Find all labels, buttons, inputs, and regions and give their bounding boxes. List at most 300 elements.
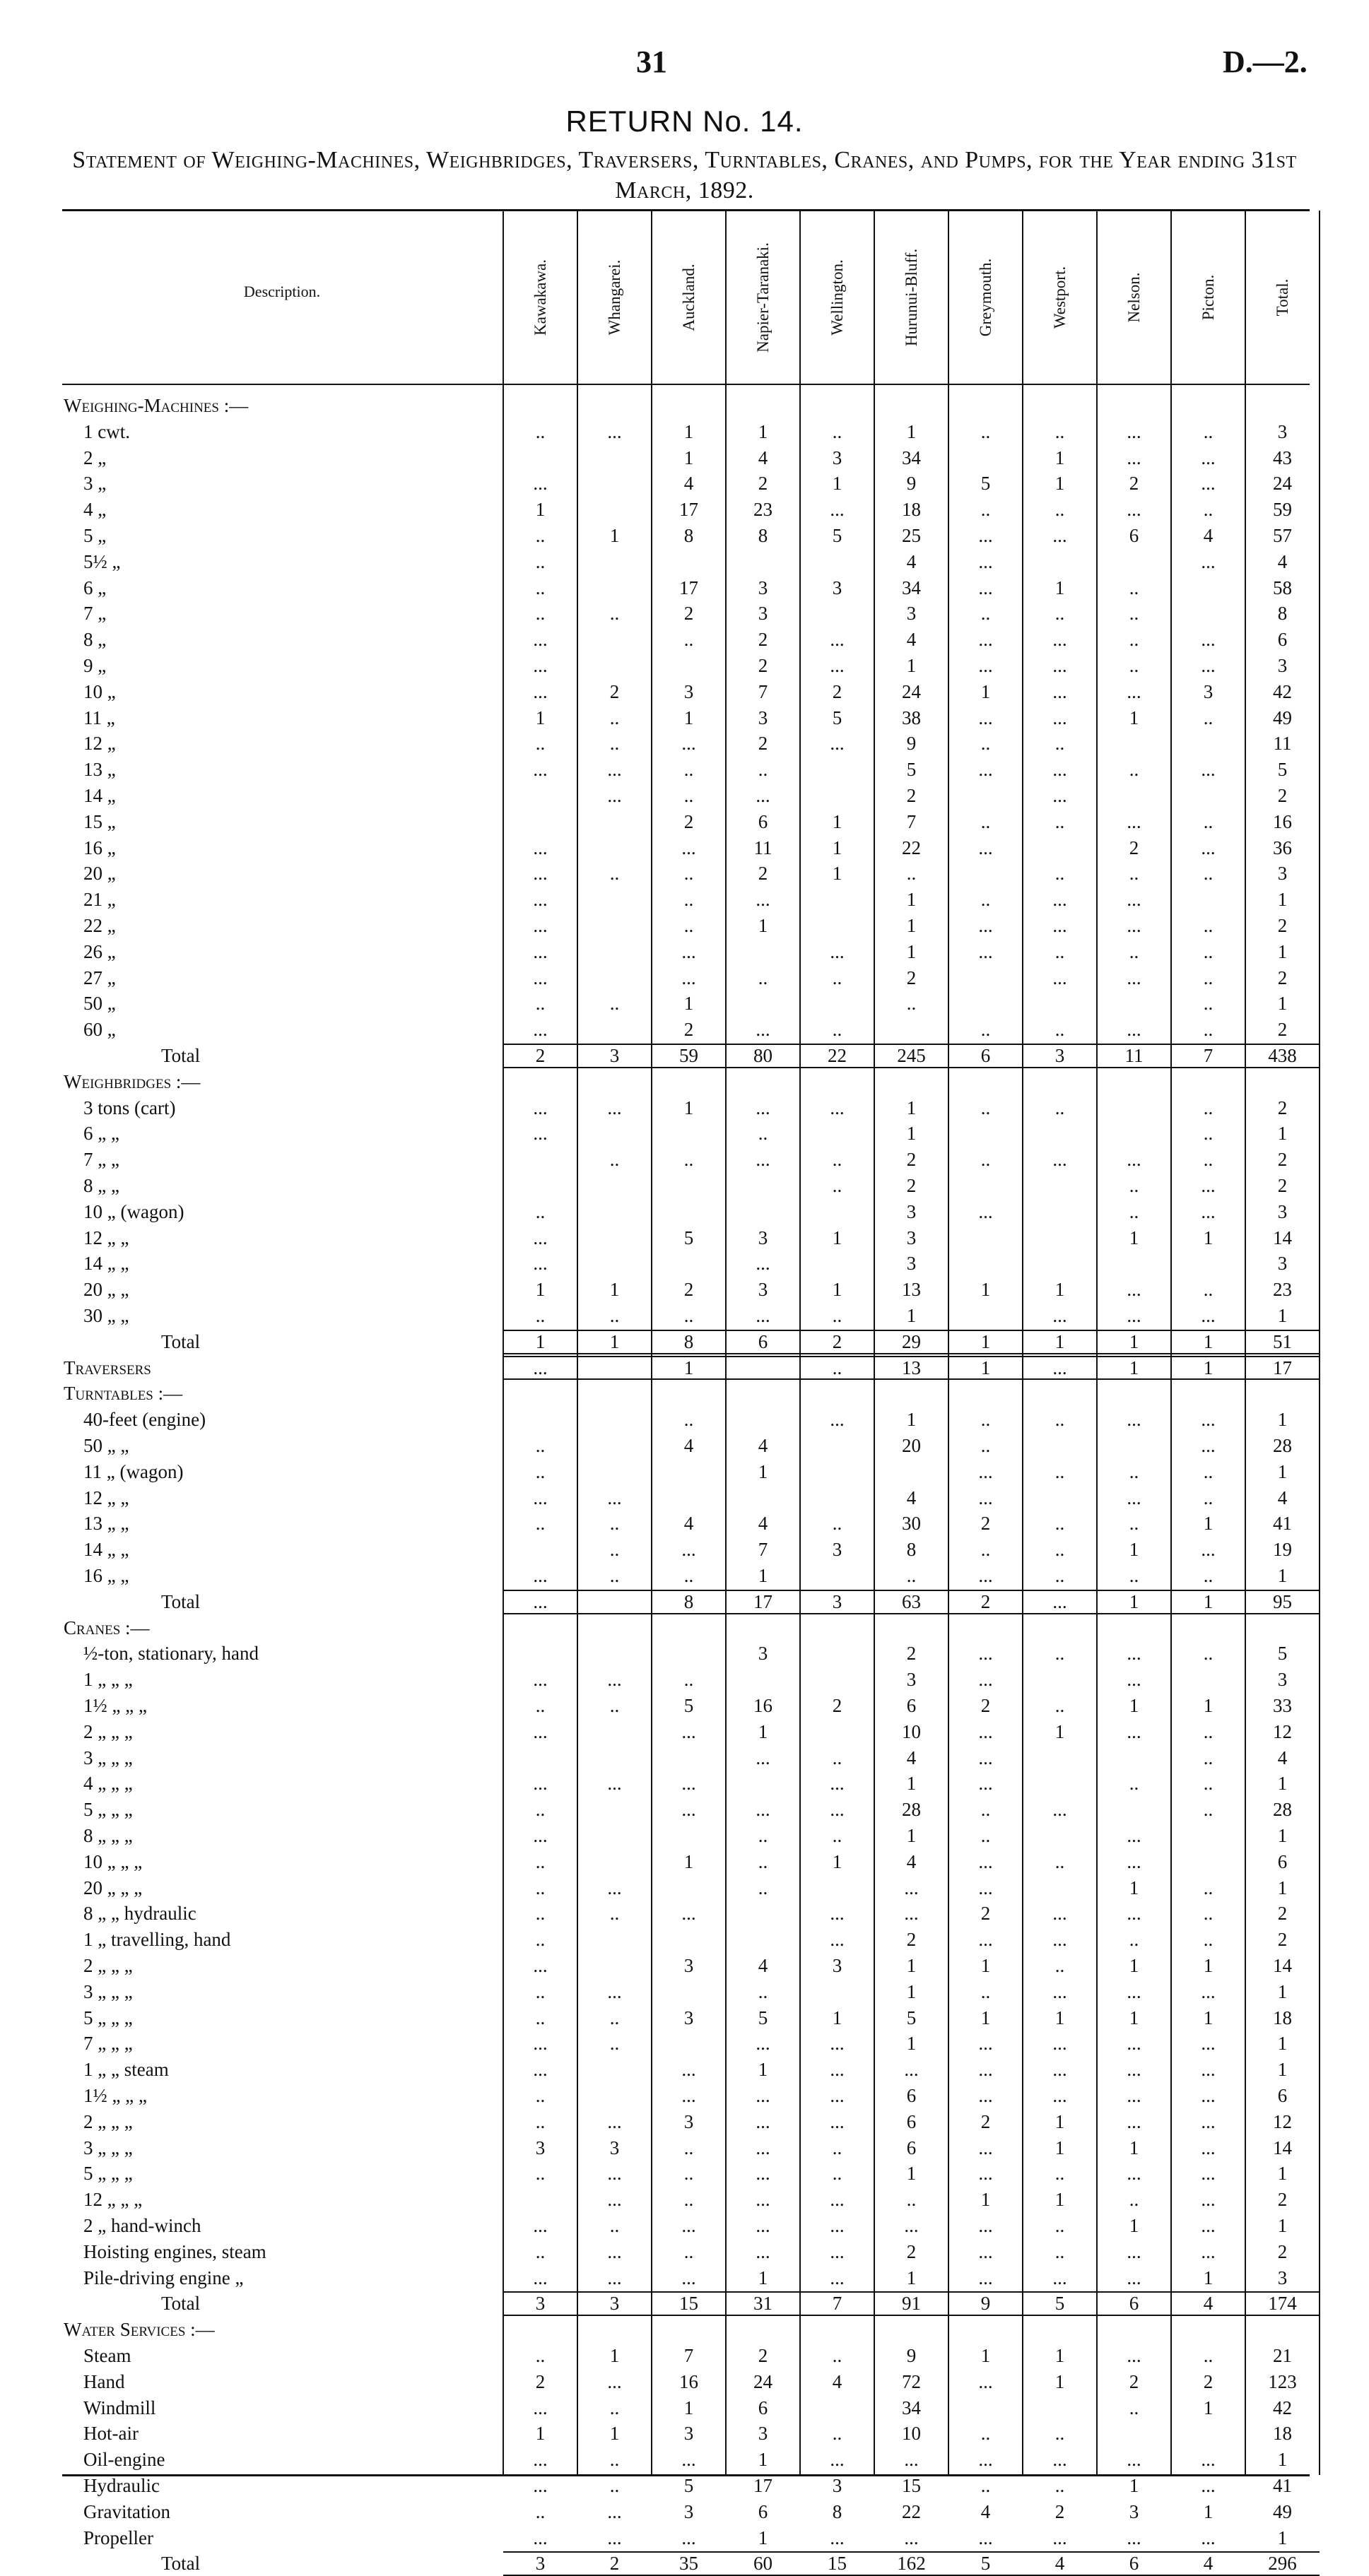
table-cell: ... [830, 2267, 845, 2288]
table-cell: 1 [1129, 707, 1139, 728]
table-cell: ... [830, 2240, 845, 2262]
table-cell: ... [607, 2370, 622, 2392]
table-cell: ... [756, 1253, 770, 1275]
table-cell: .. [1203, 1720, 1214, 1742]
column-header-label: Westport. [1050, 266, 1069, 329]
table-row [0, 471, 1369, 496]
table-cell: ... [756, 2085, 770, 2106]
table-cell: 3 [683, 2500, 694, 2522]
table-cell: ... [1127, 2110, 1141, 2132]
table-cell: 5 [980, 473, 991, 495]
table-cell: 1 [1129, 1877, 1139, 1898]
table-row [0, 1537, 1369, 1562]
row-label: ½-ton, stationary, hand [83, 1643, 259, 1665]
table-cell: 4 [758, 1513, 768, 1535]
table-cell: .. [1203, 2345, 1214, 2366]
table-cell: 3 [1277, 863, 1288, 885]
table-cell: 1 [906, 1409, 917, 1431]
table-cell: 58 [1273, 577, 1292, 598]
table-cell: 2 [758, 733, 768, 755]
table-cell: .. [683, 915, 694, 936]
table-cell: 1 [1277, 2163, 1288, 2185]
table-row [0, 679, 1369, 704]
row-label: 13 „ [83, 759, 116, 781]
table-cell: .. [1129, 863, 1139, 885]
table-row [0, 1303, 1369, 1328]
table-cell: ... [830, 2059, 845, 2081]
table-cell: .. [1054, 1460, 1065, 1482]
table-cell: .. [609, 1149, 620, 1171]
table-cell: 49 [1273, 707, 1292, 728]
table-row [0, 1121, 1369, 1146]
table-cell: ... [1052, 2059, 1067, 2081]
table-cell: ... [830, 1773, 845, 1795]
table-cell: ... [978, 1669, 993, 1691]
table-cell: 1 [609, 1330, 620, 1352]
table-cell: 43 [1273, 447, 1292, 468]
table-cell: 3 [1277, 655, 1288, 676]
table-cell: 2 [906, 1643, 917, 1665]
table-cell: ... [1201, 1175, 1216, 1196]
table-cell: .. [609, 2475, 620, 2496]
table-cell: 2 [535, 1045, 546, 1066]
total-rule [503, 2551, 1320, 2553]
table-cell: 3 [683, 2423, 694, 2445]
row-label: 21 „ [83, 889, 116, 911]
table-cell: ... [1127, 810, 1141, 832]
table-cell: 1 [832, 1279, 842, 1301]
table-cell: 1 [535, 1279, 546, 1301]
table-cell: 15 [902, 2475, 921, 2496]
table-cell: 3 [535, 2137, 546, 2158]
table-cell: .. [535, 2007, 546, 2028]
table-cell: ... [978, 550, 993, 572]
total-rule [503, 1378, 1320, 1380]
row-label: 1 „ travelling, hand [83, 1929, 231, 1951]
table-cell: .. [1129, 1929, 1139, 1951]
table-cell: .. [535, 2500, 546, 2522]
row-label: 30 „ „ [83, 1305, 129, 1326]
table-cell: 24 [753, 2370, 772, 2392]
row-label: 4 „ „ „ [83, 1773, 133, 1795]
table-cell: 1 [609, 1279, 620, 1301]
table-cell: ... [533, 680, 548, 702]
row-label: Oil-engine [83, 2449, 165, 2471]
table-cell: 5 [1277, 1643, 1288, 1665]
table-cell: ... [830, 2033, 845, 2055]
table-row [0, 1719, 1369, 1744]
table-cell: ... [1201, 1435, 1216, 1456]
row-label: 1 „ „ steam [83, 2059, 169, 2081]
table-cell: .. [683, 785, 694, 806]
table-row [0, 1875, 1369, 1901]
table-row [0, 1797, 1369, 1822]
table-cell: .. [535, 2110, 546, 2132]
table-cell: .. [1129, 1200, 1139, 1222]
table-row [0, 1095, 1369, 1121]
table-cell: 35 [679, 2553, 698, 2575]
row-label: 2 „ „ „ [83, 1955, 133, 1976]
table-cell: 24 [1273, 473, 1292, 495]
table-cell: 12 [1273, 2110, 1292, 2132]
table-cell: .. [832, 967, 842, 988]
table-row [0, 2369, 1369, 2394]
table-cell: 3 [535, 2553, 546, 2575]
table-cell: 1 [1203, 1513, 1214, 1535]
table-cell: 1 [1054, 1330, 1065, 1352]
table-cell: ... [904, 2449, 919, 2471]
row-label: 16 „ „ [83, 1565, 129, 1586]
table-cell: 28 [1273, 1799, 1292, 1821]
table-cell: ... [978, 759, 993, 781]
table-cell: .. [609, 863, 620, 885]
table-cell: ... [978, 1460, 993, 1482]
total-row [0, 1589, 1369, 1614]
table-cell: 3 [906, 1200, 917, 1222]
row-label: 3 tons (cart) [83, 1097, 176, 1118]
table-cell: 3 [832, 1539, 842, 1561]
row-label: Total [161, 2293, 201, 2315]
table-cell: 1 [1277, 2059, 1288, 2081]
table-row [0, 1277, 1369, 1302]
table-cell: 1 [758, 2059, 768, 2081]
table-cell: .. [609, 2033, 620, 2055]
row-label: Turntables :— [64, 1383, 183, 1405]
table-cell: 2 [758, 629, 768, 651]
table-cell: .. [980, 603, 991, 625]
table-cell: 8 [832, 2500, 842, 2522]
table-row [0, 1225, 1369, 1251]
table-cell: 5 [683, 1227, 694, 1248]
table-cell: ... [533, 473, 548, 495]
row-label: 6 „ [83, 577, 107, 598]
table-cell: 4 [683, 1435, 694, 1456]
row-label: 2 „ [83, 447, 107, 468]
table-cell: ... [533, 2475, 548, 2496]
table-cell: 1 [1277, 1980, 1288, 2002]
table-cell: 4 [906, 1850, 917, 1872]
table-cell: 5 [832, 707, 842, 728]
table-cell: .. [683, 1149, 694, 1171]
table-cell: ... [533, 629, 548, 651]
table-cell: ... [1127, 1487, 1141, 1508]
table-cell: .. [609, 993, 620, 1015]
table-cell: ... [1201, 2215, 1216, 2236]
table-cell: ... [756, 2215, 770, 2236]
table-cell: ... [681, 1903, 696, 1925]
table-row [0, 913, 1369, 938]
table-cell: 23 [753, 499, 772, 521]
table-cell: ... [681, 940, 696, 962]
column-header [726, 211, 800, 384]
table-row [0, 1771, 1369, 1796]
table-cell: ... [978, 1200, 993, 1222]
table-cell: 6 [980, 1045, 991, 1066]
table-cell: ... [1201, 1539, 1216, 1561]
section-row [0, 1615, 1369, 1641]
table-cell: 1 [609, 525, 620, 546]
table-cell: ... [1052, 1799, 1067, 1821]
table-cell: ... [681, 2527, 696, 2548]
table-cell: ... [1127, 1903, 1141, 1925]
table-row [0, 1563, 1369, 1588]
table-cell: .. [1129, 2397, 1139, 2418]
table-cell: .. [980, 1799, 991, 1821]
table-row [0, 601, 1369, 626]
table-cell: .. [683, 2189, 694, 2211]
table-cell: 14 [1273, 1955, 1292, 1976]
table-cell: 1 [832, 2007, 842, 2028]
table-cell: 13 [902, 1279, 921, 1301]
table-row [0, 1485, 1369, 1511]
header-bottom-rule [62, 384, 1310, 385]
table-cell: ... [607, 2110, 622, 2132]
row-label: 8 „ „ [83, 1175, 119, 1196]
table-cell: 3 [758, 603, 768, 625]
table-cell: ... [1052, 759, 1067, 781]
column-header [800, 211, 874, 384]
table-cell: 3 [758, 1227, 768, 1248]
column-header-label: Napier-Taranaki. [753, 242, 772, 353]
table-cell: ... [533, 915, 548, 936]
row-label: 13 „ „ [83, 1513, 129, 1535]
table-cell: ... [1052, 967, 1067, 988]
table-cell: 1 [906, 2163, 917, 2185]
table-cell: 59 [1273, 499, 1292, 521]
table-cell: ... [756, 1149, 770, 1171]
table-cell: 8 [683, 1330, 694, 1352]
table-cell: .. [683, 1565, 694, 1586]
table-cell: 3 [683, 1955, 694, 1976]
table-cell: 17 [1273, 1357, 1292, 1378]
table-cell: .. [1129, 577, 1139, 598]
table-cell: 438 [1268, 1045, 1297, 1066]
table-cell: 2 [1277, 1903, 1288, 1925]
table-cell: ... [830, 1799, 845, 1821]
table-cell: .. [609, 1513, 620, 1535]
table-cell: .. [758, 1980, 768, 2002]
table-cell: .. [758, 759, 768, 781]
table-cell: 6 [906, 2110, 917, 2132]
table-cell: ... [756, 2033, 770, 2055]
table-cell: 3 [758, 577, 768, 598]
table-cell: ... [1127, 2059, 1141, 2081]
table-cell: 2 [1129, 2370, 1139, 2392]
table-row [0, 2343, 1369, 2368]
table-cell: .. [1129, 655, 1139, 676]
table-cell: 2 [1054, 2500, 1065, 2522]
table-row [0, 445, 1369, 471]
table-cell: ... [1127, 2527, 1141, 2548]
table-cell: .. [535, 577, 546, 598]
total-rule [503, 1044, 1320, 1045]
table-row [0, 809, 1369, 834]
table-row [0, 2135, 1369, 2161]
table-cell: 1 [683, 2397, 694, 2418]
table-cell: ... [1052, 1980, 1067, 2002]
row-label: Propeller [83, 2527, 153, 2548]
table-cell: ... [1127, 2267, 1141, 2288]
table-cell: .. [1203, 1773, 1214, 1795]
table-cell: ... [533, 889, 548, 911]
table-cell: .. [1203, 707, 1214, 728]
table-row [0, 2239, 1369, 2264]
row-label: 8 „ „ „ [83, 1825, 133, 1846]
table-row [0, 1407, 1369, 1432]
table-cell: 1 [980, 1357, 991, 1378]
table-cell: ... [978, 2267, 993, 2288]
total-rule [503, 1067, 1320, 1068]
table-cell: 3 [832, 1590, 842, 1612]
table-cell: ... [681, 1539, 696, 1561]
table-cell: 2 [980, 1590, 991, 1612]
table-cell: 3 [683, 680, 694, 702]
table-cell: .. [609, 1695, 620, 1716]
table-cell: ... [1127, 447, 1141, 468]
table-cell: 14 [1273, 2137, 1292, 2158]
table-cell: .. [980, 1825, 991, 1846]
table-cell: ... [1052, 1305, 1067, 1326]
total-rule [503, 1330, 1320, 1331]
table-cell: ... [1052, 707, 1067, 728]
table-cell: ... [1201, 837, 1216, 858]
table-cell: 1 [535, 499, 546, 521]
table-cell: 1 [758, 2449, 768, 2471]
table-cell: ... [533, 2059, 548, 2081]
table-row [0, 2213, 1369, 2238]
table-cell: ... [1052, 1149, 1067, 1171]
column-header-label: Wellington. [828, 259, 846, 336]
table-cell: 3 [832, 1955, 842, 1976]
table-row [0, 1849, 1369, 1874]
table-cell: 1 [980, 680, 991, 702]
table-cell: .. [1203, 1903, 1214, 1925]
table-cell: 1 [683, 420, 694, 442]
table-row [0, 2161, 1369, 2186]
table-cell: ... [1201, 629, 1216, 651]
table-cell: ... [681, 733, 696, 755]
table-cell: .. [980, 1409, 991, 1431]
table-cell: ... [978, 2033, 993, 2055]
table-cell: .. [535, 2345, 546, 2366]
table-cell: ... [978, 1643, 993, 1665]
table-cell: 91 [902, 2293, 921, 2315]
table-cell: 3 [906, 1227, 917, 1248]
table-cell: .. [832, 1747, 842, 1768]
table-cell: 2 [906, 1149, 917, 1171]
row-label: 3 „ [83, 473, 107, 495]
table-cell: .. [1129, 940, 1139, 962]
table-cell: 11 [753, 837, 772, 858]
table-cell: 1 [1054, 1720, 1065, 1742]
table-row [0, 2421, 1369, 2446]
table-cell: 1 [906, 940, 917, 962]
row-label: 5 „ „ „ [83, 2007, 133, 2028]
table-row [0, 1173, 1369, 1198]
row-label: Hand [83, 2370, 125, 2392]
table-cell: 49 [1273, 2500, 1292, 2522]
table-cell: 34 [902, 577, 921, 598]
table-cell: 3 [1129, 2500, 1139, 2522]
table-row [0, 2005, 1369, 2031]
table-cell: 1 [683, 1850, 694, 1872]
table-row [0, 2525, 1369, 2551]
table-row [0, 627, 1369, 652]
total-rule [503, 2291, 1320, 2293]
table-cell: ... [1127, 2345, 1141, 2366]
column-header [503, 211, 577, 384]
table-cell: ... [681, 837, 696, 858]
table-cell: 8 [1277, 603, 1288, 625]
table-cell: 2 [832, 1695, 842, 1716]
row-label: 1½ „ „ „ [83, 1695, 147, 1716]
table-cell: 4 [683, 1513, 694, 1535]
table-cell: ... [756, 2110, 770, 2132]
table-cell: 3 [906, 1253, 917, 1275]
table-cell: .. [609, 603, 620, 625]
table-cell: ... [1201, 2059, 1216, 2081]
row-label: 9 „ [83, 655, 107, 676]
section-row [0, 2317, 1369, 2342]
table-cell: .. [1203, 1019, 1214, 1041]
row-label: Total [161, 1590, 201, 1612]
table-cell: 3 [758, 1279, 768, 1301]
table-cell: 5 [683, 1695, 694, 1716]
column-header [1245, 211, 1320, 384]
table-cell: ... [1127, 1669, 1141, 1691]
table-cell: 23 [1273, 1279, 1292, 1301]
table-cell: ... [533, 1773, 548, 1795]
table-row [0, 939, 1369, 964]
row-label: 10 „ (wagon) [83, 1200, 184, 1222]
row-label: 3 „ „ „ [83, 1747, 133, 1768]
table-cell: ... [756, 1799, 770, 1821]
table-cell: ... [978, 525, 993, 546]
table-cell: .. [980, 810, 991, 832]
total-rule [503, 2315, 1320, 2316]
table-cell: 3 [535, 2293, 546, 2315]
table-cell: 6 [906, 1695, 917, 1716]
table-cell: 2 [1277, 1929, 1288, 1951]
table-cell: 4 [906, 550, 917, 572]
table-cell: .. [535, 2163, 546, 2185]
table-cell: .. [535, 1903, 546, 1925]
table-cell: 1 [1203, 2500, 1214, 2522]
row-label: Windmill [83, 2397, 156, 2418]
table-cell: 2 [535, 2370, 546, 2392]
table-cell: ... [681, 2085, 696, 2106]
column-header [874, 211, 948, 384]
row-label: Steam [83, 2345, 131, 2366]
table-row [0, 1641, 1369, 1666]
table-cell: 4 [832, 2370, 842, 2392]
table-cell: ... [1127, 680, 1141, 702]
table-cell: .. [683, 863, 694, 885]
table-cell: 28 [1273, 1435, 1292, 1456]
table-cell: 1 [1054, 577, 1065, 598]
table-cell: 18 [1273, 2007, 1292, 2028]
table-cell: 6 [758, 810, 768, 832]
table-cell: 2 [758, 473, 768, 495]
table-cell: ... [607, 2267, 622, 2288]
table-cell: ... [607, 2240, 622, 2262]
table-cell: 1 [906, 420, 917, 442]
table-row [0, 1667, 1369, 1692]
column-header-label: Picton. [1199, 274, 1217, 320]
table-row [0, 1147, 1369, 1172]
table-cell: 15 [679, 2293, 698, 2315]
row-label: Hydraulic [83, 2475, 160, 2496]
